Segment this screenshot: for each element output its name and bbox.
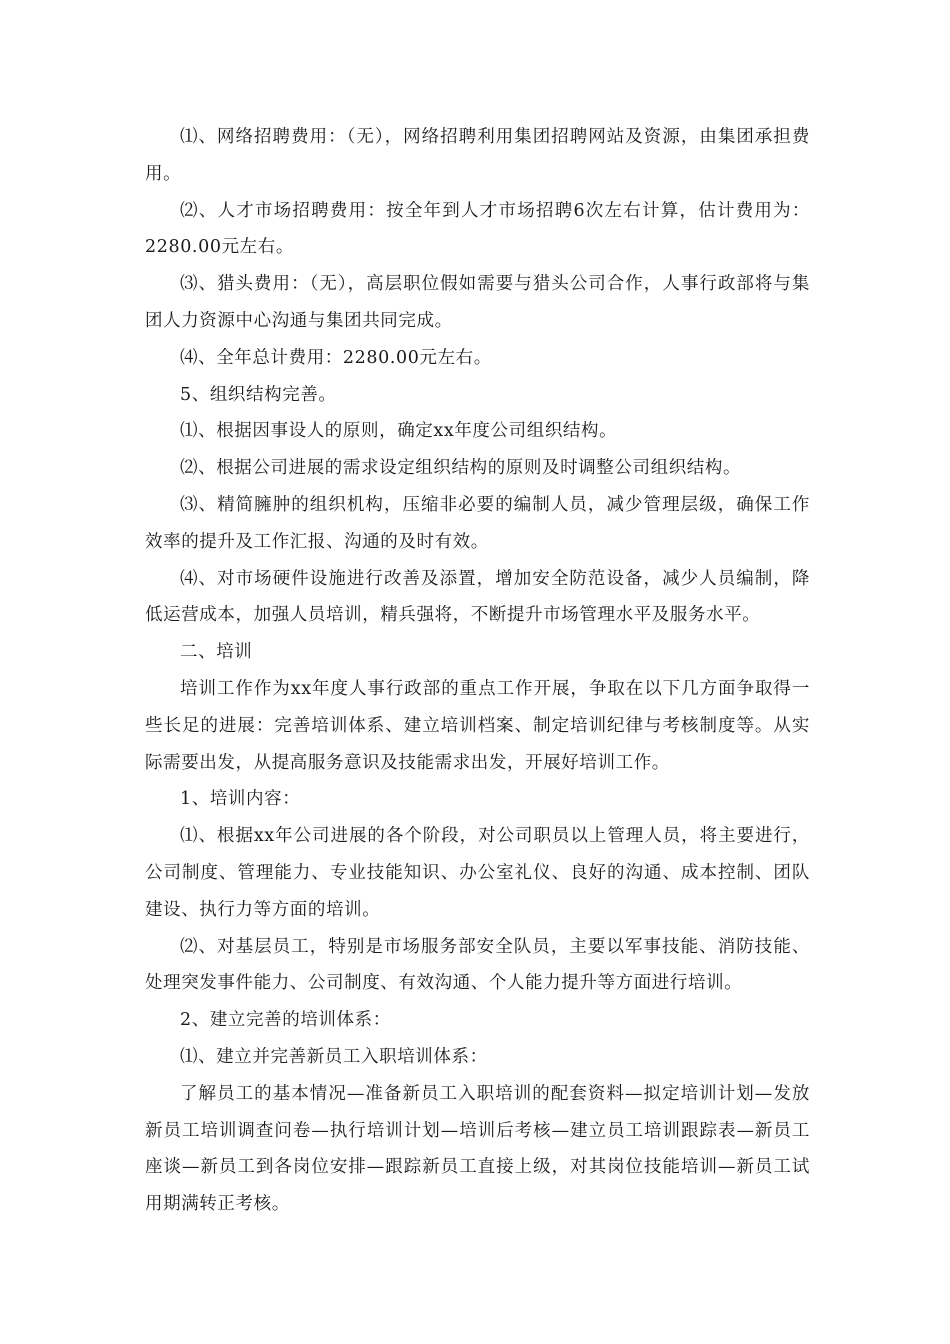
paragraph-online-recruitment-cost: ⑴、网络招聘费用：（无），网络招聘利用集团招聘网站及资源，由集团承担费用。 [145, 127, 810, 184]
paragraph-org-principle: ⑴、根据因事设人的原则，确定xx年度公司组织结构。 [180, 421, 618, 442]
paragraph-annual-total-cost: ⑷、全年总计费用：2280.00元左右。 [180, 347, 492, 368]
paragraph-training-intro: 培训工作作为xx年度人事行政部的重点工作开展，争取在以下几方面争取得一些长足的进展：完善培训体系、建立培训档案、制定培训纪律与考核制度等。从实际需要出发，从提高服务意识及技能需求出发，开展好培训工作。 [145, 678, 810, 773]
heading-org-structure: 5、组织结构完善。 [180, 384, 337, 405]
paragraph-onboarding-flow: 了解员工的基本情况—准备新员工入职培训的配套资料—拟定培训计划—发放新员工培训调查问卷—执行培训计划—培训后考核—建立员工培训跟踪表—新员工座谈—新员工到各岗位安排—跟踪新员工直接上级，对其岗位技能培训—新员工试用期满转正考核。 [145, 1083, 810, 1215]
heading-training-system: 2、建立完善的培训体系： [180, 1010, 391, 1031]
paragraph-market-facilities: ⑷、对市场硬件设施进行改善及添置，增加安全防范设备，减少人员编制，降低运营成本，加强人员培训，精兵强将，不断提升市场管理水平及服务水平。 [145, 568, 810, 626]
paragraph-org-streamline: ⑶、精简臃肿的组织机构，压缩非必要的编制人员，减少管理层级，确保工作效率的提升及工作汇报、沟通的及时有效。 [145, 494, 810, 552]
paragraph-org-adjust: ⑵、根据公司进展的需求设定组织结构的原则及时调整公司组织结构。 [180, 458, 742, 479]
document-body [145, 119, 810, 1223]
paragraph-training-staff: ⑵、对基层员工，特别是市场服务部安全队员，主要以军事技能、消防技能、处理突发事件能力、公司制度、有效沟通、个人能力提升等方面进行培训。 [145, 936, 810, 994]
heading-training: 二、培训 [180, 642, 253, 663]
paragraph-talent-market-cost: ⑵、人才市场招聘费用：按全年到人才市场招聘6次左右计算，估计费用为：2280.00元左右。 [145, 200, 810, 258]
paragraph-training-managers: ⑴、根据xx年公司进展的各个阶段，对公司职员以上管理人员，将主要进行，公司制度、管理能力、专业技能知识、办公室礼仪、良好的沟通、成本控制、团队建设、执行力等方面的培训。 [145, 826, 810, 920]
paragraph-headhunter-cost: ⑶、猎头费用：（无），高层职位假如需要与猎头公司合作，人事行政部将与集团人力资源中心沟通与集团共同完成。 [145, 274, 810, 331]
heading-training-content: 1、培训内容： [180, 789, 301, 810]
paragraph-onboarding-system: ⑴、建立并完善新员工入职培训体系： [180, 1046, 488, 1067]
